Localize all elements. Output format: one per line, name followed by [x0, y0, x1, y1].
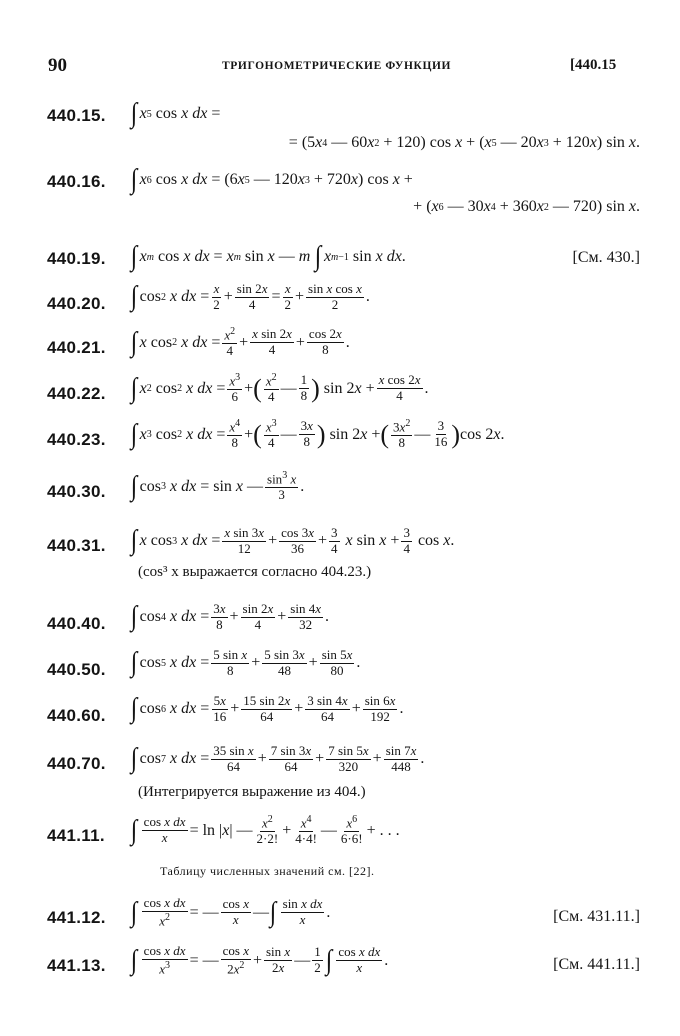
- formula-line: ∫ cos x dx x = ln | x | — $x^2$ 2·2! + $x^4$ 4·4! — $x^6$ 6·6! + . . .: [130, 814, 400, 847]
- formula-line: ∫ x cos 2 x dx = $x^2$ 4 + x sin 2x 4 + cos 2x 8 .: [130, 326, 350, 359]
- formula-440-16: [0, 166, 680, 228]
- formula-line: ∫ cos x dx $x^2$ = — cos x x — ∫ sin x dx x .: [130, 895, 331, 929]
- formula-number: 440.23.: [47, 430, 106, 449]
- cross-reference: [См. 430.]: [572, 249, 640, 266]
- formula-number: 440.21.: [47, 338, 106, 357]
- formula-line: ∫ x 5 cos x dx =: [130, 98, 221, 129]
- formula-440-30: [0, 470, 680, 514]
- formula-440-19: [0, 243, 680, 279]
- formula-number: 441.11.: [47, 826, 105, 845]
- formula-440-31: [0, 526, 680, 588]
- cross-reference: [См. 431.11.]: [553, 908, 640, 925]
- formula-note: Таблицу численных значений см. [22].: [160, 864, 375, 878]
- formula-line: ∫ x 6 cos x dx = (6 x 5 — 120 x 3 + 720 x ) cos x +: [130, 164, 413, 195]
- formula-line: ∫ cos 7 x dx = 35 sin x 64 + 7 sin 3x 64 + 7 sin 5x 320 + sin 7x 448 .: [130, 743, 425, 775]
- formula-number: 440.50.: [47, 660, 106, 679]
- formula-number: 440.20.: [47, 294, 106, 313]
- formula-440-23: [0, 418, 680, 464]
- section-title: ТРИГОНОМЕТРИЧЕСКИЕ ФУНКЦИИ: [222, 60, 452, 72]
- formula-line: ∫ cos 3 x dx = sin x — $\sin^3 x$ 3 .: [130, 470, 305, 503]
- formula-number: 440.19.: [47, 249, 106, 268]
- formula-number: 440.60.: [47, 706, 106, 725]
- formula-line: ∫ cos 4 x dx = 3x 8 + sin 2x 4 + sin 4x 32 .: [130, 601, 329, 633]
- page-number: 90: [48, 55, 67, 76]
- formula-number: 440.31.: [47, 536, 106, 555]
- formula-441-11: [0, 814, 680, 884]
- formula-continuation: = (5 x 4 — 60 x 2 + 120) cos x + ( x 5 — 20 x 3 + 120 x ) sin x .: [288, 134, 640, 151]
- formula-number: 440.15.: [47, 106, 106, 125]
- formula-number: 441.13.: [47, 956, 106, 975]
- formula-line: ∫ cos 2 x dx = x 2 + sin 2x 4 = x 2 + sin x cos x 2 .: [130, 281, 370, 313]
- formula-number: 440.30.: [47, 482, 106, 501]
- formula-441-13: [0, 944, 680, 990]
- formula-line: ∫ cos 6 x dx = 5x 16 + 15 sin 2x 64 + 3 sin 4x 64 + sin 6x 192 .: [130, 693, 404, 725]
- formula-line: ∫ x cos 3 x dx = x sin 3x 12 + cos 3x 36 + 3 4 x sin x + 3 4 cos x .: [130, 525, 455, 557]
- formula-note: (Интегрируется выражение из 404.): [138, 784, 366, 800]
- formula-440-15: [0, 100, 680, 164]
- formula-number: 440.22.: [47, 384, 106, 403]
- formula-440-70: [0, 744, 680, 810]
- section-ref: [440.15: [570, 57, 617, 73]
- formula-line: ∫ x 2 cos 2 x dx = $x^3$ 6 + ( $x^2$ 4 — 1 8 ) sin 2 x + x cos 2x 4 .: [130, 372, 429, 405]
- cross-reference: [См. 441.11.]: [553, 956, 640, 973]
- formula-continuation: + ( x 6 — 30 x 4 + 360 x 2 — 720) sin x .: [413, 198, 640, 215]
- formula-line: ∫ x 3 cos 2 x dx = $x^4$ 8 + ( $x^3$ 4 — 3x 8 ) sin 2 x + ( $3x^2$ 8 — 3 16 ) cos 2 x .: [130, 418, 505, 451]
- formula-line: ∫ cos 5 x dx = 5 sin x 8 + 5 sin 3x 48 + sin 5x 80 .: [130, 647, 361, 679]
- formula-number: 440.16.: [47, 172, 106, 191]
- formula-440-21: [0, 326, 680, 370]
- formula-440-20: [0, 282, 680, 326]
- formula-441-12: [0, 896, 680, 942]
- formula-440-22: [0, 372, 680, 416]
- formula-line: ∫ x m cos x dx = x m sin x — m ∫ x m−1 sin x dx .: [130, 241, 406, 272]
- formula-440-40: [0, 602, 680, 646]
- formula-number: 440.70.: [47, 754, 106, 773]
- formula-440-50: [0, 648, 680, 692]
- formula-line: ∫ cos x dx $x^3$ = — cos x $2x^2$ + sin x 2x — 1 2 ∫ cos x dx x .: [130, 943, 389, 977]
- formula-note: (cos³ x выражается согласно 404.23.): [138, 564, 372, 580]
- formula-440-60: [0, 694, 680, 738]
- formula-number: 441.12.: [47, 908, 106, 927]
- formula-number: 440.40.: [47, 614, 106, 633]
